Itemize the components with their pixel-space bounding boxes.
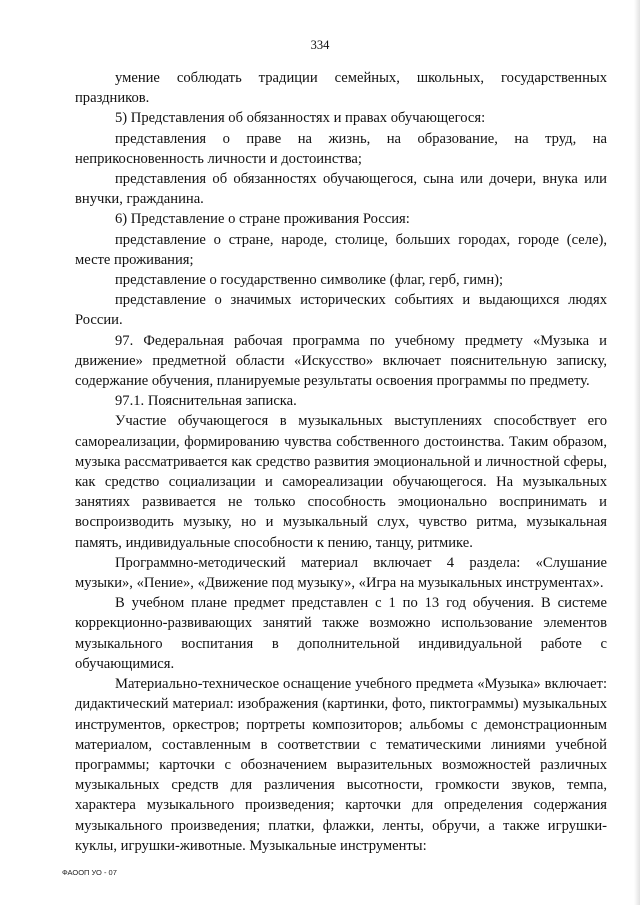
paragraph: представления об обязанностях обучающегося, сына или дочери, внука или внучки, гражданина.	[75, 171, 607, 208]
paragraph: представление о значимых исторических событиях и выдающихся людях России.	[75, 292, 607, 329]
paragraph: 6) Представление о стране проживания Россия:	[115, 211, 410, 228]
paragraph: представление о государственно символике (флаг, герб, гимн);	[115, 272, 504, 289]
paragraph: Материально-техническое оснащение учебного предмета «Музыка» включает: дидактический материал: изображения (картинки, фото, пиктограммы) музыкальных инструментов, оркестров; портреты композиторов; альбомы с демонстрационным материалом, составленным в соответствии с тематическими линиями учебной программы; карточки с обозначением выразительных возможностей различных музыкальных средств для различения высотности, громкости звуков, темпа, характера музыкального произведения; карточки для определения содержания музыкального произведения; платки, флажки, ленты, обручи, а также игрушки-куклы, игрушки-животные. Музыкальные инструменты:	[75, 676, 607, 854]
paragraph: 5) Представления об обязанностях и правах обучающегося:	[115, 110, 486, 127]
paragraph: Программно-методический материал включает 4 раздела: «Слушание музыки», «Пение», «Движение под музыку», «Игра на музыкальных инструментах».	[75, 554, 607, 592]
paragraph: 97. Федеральная рабочая программа по учебному предмету «Музыка и движение» предметной области «Искусство» включает пояснительную записку, содержание обучения, планируемые результаты освоения программы по предмету.	[75, 332, 607, 390]
page-number: 334	[310, 38, 330, 52]
footer-doc-code: ФАООП УО - 07	[62, 868, 117, 877]
paragraph: 97.1. Пояснительная записка.	[115, 393, 297, 410]
paragraph: представление о стране, народе, столице, больших городах, городе (селе), месте проживания;	[75, 231, 607, 268]
paragraph: В учебном плане предмет представлен с 1 по 13 год обучения. В системе коррекционно-развивающих занятий также возможно использование элементов музыкального воспитания в дополнительной индивидуальной работе с обучающимися.	[75, 595, 607, 672]
document-body	[75, 68, 607, 856]
paragraph: представления о праве на жизнь, на образование, на труд, на неприкосновенность личности и достоинства;	[75, 130, 607, 167]
scan-page-edge	[634, 0, 640, 905]
paragraph: умение соблюдать традиции семейных, школьных, государственных праздников.	[75, 70, 607, 107]
paragraph: Участие обучающегося в музыкальных выступлениях способствует его самореализации, формированию чувства собственного достоинства. Таким образом, музыка рассматривается как средство развития эмоциональной и личностной сферы, как средство социализации и самореализации обучающегося. На музыкальных занятиях развивается не только способность эмоционально воспринимать и воспроизводить музыку, но и музыкальный слух, чувство ритма, музыкальная память, индивидуальные способности к пению, танцу, ритмике.	[75, 413, 607, 551]
